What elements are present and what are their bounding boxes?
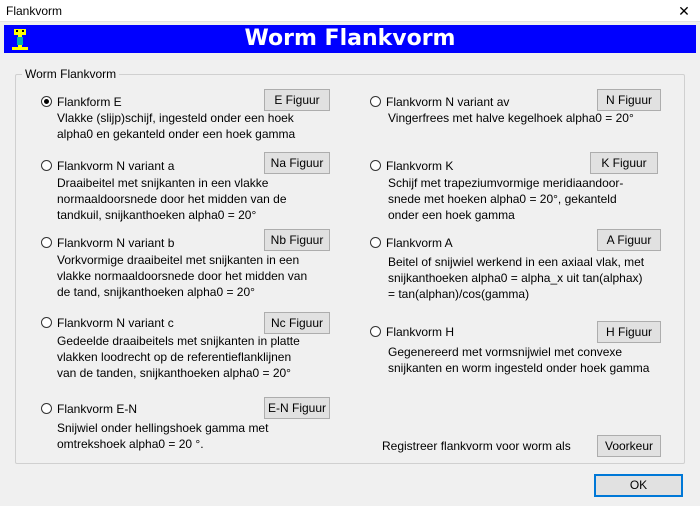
option-desc-k: Schijf met trapeziumvormige meridiaandoor- snede met hoeken alpha0 = 20°, gekanteld onder een hoek gamma (388, 176, 624, 222)
radio-flankvorm-n-b[interactable] (41, 237, 52, 248)
option-label-e[interactable]: Flankform E (57, 95, 122, 109)
radio-flankvorm-n-av[interactable] (370, 96, 381, 107)
a-figuur-button[interactable]: A Figuur (597, 229, 661, 251)
option-label-n-av[interactable]: Flankvorm N variant av (386, 95, 510, 109)
option-label-e-n[interactable]: Flankvorm E-N (57, 402, 138, 416)
radio-flankvorm-n-a[interactable] (41, 160, 52, 171)
close-icon[interactable]: ✕ (678, 3, 690, 19)
radio-flankvorm-e-n[interactable] (41, 403, 52, 414)
e-n-figuur-button[interactable]: E-N Figuur (264, 397, 330, 419)
window-title: Flankvorm (6, 4, 63, 18)
option-desc-n-c: Gedeelde draaibeitels met snijkanten in platte vlakken loodrecht op de referentieflanklijnen van de tanden, snijkanthoeken alpha0 = 20° (57, 334, 300, 380)
option-desc-n-a: Draaibeitel met snijkanten in een vlakke normaaldoorsnede door het midden van de tandkuil, snijkanthoeken alpha0 = 20° (57, 176, 287, 222)
radio-flankvorm-h[interactable] (370, 326, 381, 337)
option-desc-n-b: Vorkvormige draaibeitel met snijkanten in een vlakke normaaldoorsnede door het midden van de tand, snijkanthoeken alpha0 = 20° (57, 253, 308, 299)
ok-button[interactable]: OK (594, 474, 683, 497)
voorkeur-button[interactable]: Voorkeur (597, 435, 661, 457)
option-desc-e: Vlakke (slijp)schijf, ingesteld onder een hoek alpha0 en gekanteld onder een hoek gamma (57, 111, 296, 141)
option-label-k[interactable]: Flankvorm K (386, 159, 454, 173)
option-desc-n-av: Vingerfrees met halve kegelhoek alpha0 = 20° (388, 111, 634, 125)
h-figuur-button[interactable]: H Figuur (597, 321, 661, 343)
option-label-a[interactable]: Flankvorm A (386, 236, 453, 250)
e-figuur-button[interactable]: E Figuur (264, 89, 330, 111)
option-label-n-b[interactable]: Flankvorm N variant b (57, 236, 175, 250)
na-figuur-button[interactable]: Na Figuur (264, 152, 330, 174)
radio-flankvorm-k[interactable] (370, 160, 381, 171)
nc-figuur-button[interactable]: Nc Figuur (264, 312, 330, 334)
option-label-h[interactable]: Flankvorm H (386, 325, 455, 339)
radio-flankvorm-n-c[interactable] (41, 317, 52, 328)
title-bar (0, 0, 700, 22)
register-label: Registreer flankvorm voor worm als (382, 439, 571, 453)
option-desc-a: Beitel of snijwiel werkend in een axiaal vlak, met snijkanthoeken alpha0 = alpha_x uit tan(alphax) = tan(alphan)/cos(gamma) (388, 255, 645, 301)
option-label-n-c[interactable]: Flankvorm N variant c (57, 316, 174, 330)
option-desc-h: Gegenereerd met vormsnijwiel met convexe snijkanten en worm ingesteld onder hoek gamma (388, 345, 650, 375)
header-title: Worm Flankvorm (244, 26, 456, 51)
worm-gear-logo-icon (6, 25, 36, 53)
radio-flankform-e[interactable] (41, 96, 52, 107)
k-figuur-button[interactable]: K Figuur (590, 152, 658, 174)
n-figuur-button[interactable]: N Figuur (597, 89, 661, 111)
header-banner (4, 25, 696, 53)
group-label: Worm Flankvorm (22, 67, 119, 81)
radio-flankvorm-a[interactable] (370, 237, 381, 248)
option-label-n-a[interactable]: Flankvorm N variant a (57, 159, 175, 173)
option-desc-e-n: Snijwiel onder hellingshoek gamma met omtrekshoek alpha0 = 20 °. (57, 421, 269, 451)
nb-figuur-button[interactable]: Nb Figuur (264, 229, 330, 251)
